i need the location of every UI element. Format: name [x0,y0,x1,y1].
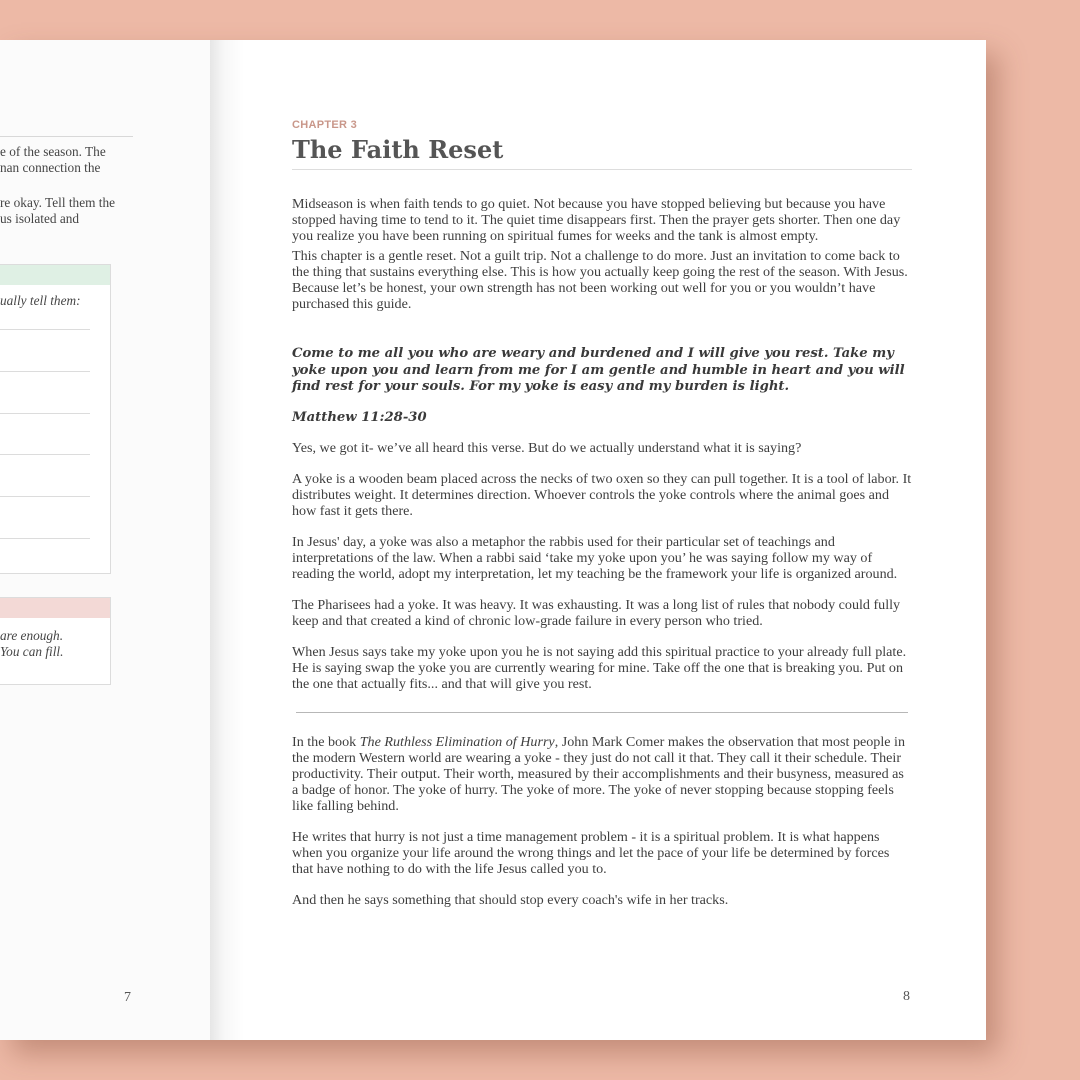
right-page [210,40,986,1040]
left-page-line: us isolated and [0,211,80,226]
writing-line[interactable] [0,496,90,497]
left-page-rule [0,136,133,137]
body-paragraph: When Jesus says take my yoke upon you he is not saying add this spiritual practice to your already full plate. He is saying swap the yoke you are currently wearing for mine. Take off the one that is breaking you. Put on the one that actually fits... and that will give you rest. [292,643,907,692]
body-paragraph: In Jesus' day, a yoke was also a metaphor the rabbis used for their particular set of teachings and interpretations of the law. When a rabbi said ‘take my yoke upon you’ he was saying follow my way of reading the world, adopt my interpretation, let my teaching be the framework your life is organized around. [292,533,898,582]
reflection-box-pink [0,597,111,685]
book-title: The Ruthless Elimination of Hurry [359,733,555,750]
section-divider [296,712,908,713]
box-line: are enough. [0,628,64,643]
intro-paragraph: This chapter is a gentle reset. Not a guilt trip. Not a challenge to do more. Just an invitation to come back to the thing that sustains everything else. This is how you actually keep going the rest of the season. With Jesus. Because let’s be honest, your own strength has not been working out well for you or you wouldn’t have purchased this guide. [292,248,908,312]
book-paragraph [292,734,912,814]
writing-line[interactable] [0,454,90,455]
body-paragraph: A yoke is a wooden beam placed across the necks of two oxen so they can pull together. It is a tool of labor. It distributes weight. It determines direction. Whoever controls the yoke controls where the animal goes and how fast it gets there. [292,470,912,519]
body-paragraph: And then he says something that should stop every coach's wife in her tracks. [292,891,729,908]
book-para-after: , John Mark Comer makes the observation that most people in the modern Western world are wearing a yoke - they just do not call it that. They call it their schedule. Their productivity. Their output. Their worth, measured by their accomplishments and their busyness, measured as a badge of honor. The yoke of hurry. The yoke of more. The yoke of never stopping because stopping feels like falling behind. [292,733,906,814]
reflection-box-green [0,264,111,574]
body-paragraph: The Pharisees had a yoke. It was heavy. It was exhausting. It was a long list of rules that nobody could fully keep and that created a kind of chronic low-grade failure in every person who tried. [292,596,901,629]
box-prompt: ually tell them: [0,293,81,308]
writing-line[interactable] [0,329,90,330]
body-paragraph: Yes, we got it- we’ve all heard this verse. But do we actually understand what it is saying? [292,439,802,456]
left-page-line: e of the season. The [0,144,106,159]
verse-reference: Matthew 11:28-30 [292,409,427,425]
box-header [0,598,110,618]
intro-paragraph: Midseason is when faith tends to go quiet. Not because you have stopped believing but because you have stopped having time to tend to it. The quiet time disappears first. Then the prayer gets shorter. Then one day you realize you have been running on spiritual fumes for weeks and the tank is almost empty. [292,196,901,244]
left-page-line: nan connection the [0,160,101,175]
title-rule [292,169,912,170]
page-number: 7 [124,990,131,1005]
book-para-before: In the book [292,733,360,750]
right-page-content [292,119,912,908]
chapter-title: The Faith Reset [292,135,504,164]
writing-line[interactable] [0,538,90,539]
writing-line[interactable] [0,413,90,414]
page-number: 8 [903,989,910,1004]
body-paragraph: He writes that hurry is not just a time management problem - it is a spiritual problem. It is what happens when you organize your life around the wrong things and let the pace of your life be determined by forces that have nothing to do with the life Jesus called you to. [292,828,890,877]
chapter-label: CHAPTER 3 [292,119,358,131]
bible-verse: Come to me all you who are weary and burdened and I will give you rest. Take my yoke upon you and learn from me for I am gentle and humble in heart and you will find rest for your souls. For my yoke is easy and my burden is light. [292,346,905,394]
left-page-line: re okay. Tell them the [0,195,116,210]
box-header [0,265,110,285]
left-page [0,40,210,1040]
writing-line[interactable] [0,371,90,372]
box-line: You can fill. [0,644,64,659]
